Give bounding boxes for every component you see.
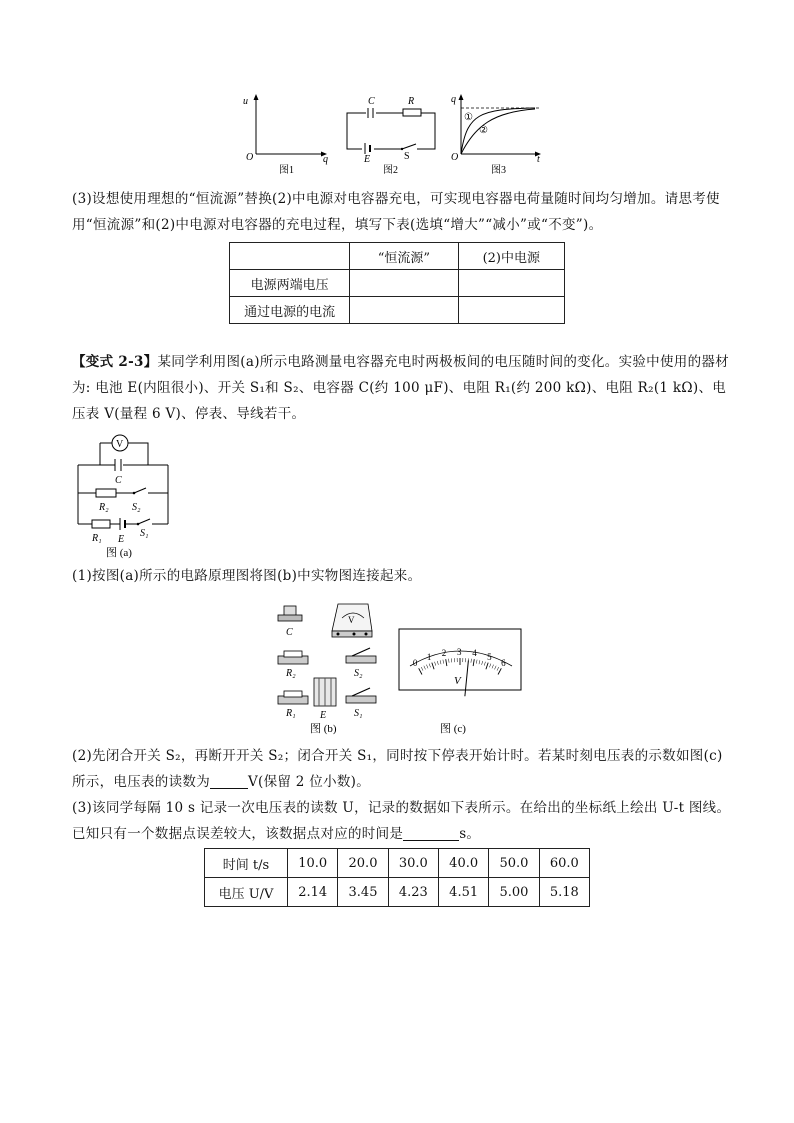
fig1-caption: 图1 bbox=[279, 165, 294, 176]
answer-cell[interactable] bbox=[458, 270, 564, 297]
answer-cell[interactable] bbox=[350, 297, 458, 324]
voltage-cell: 5.00 bbox=[489, 878, 539, 907]
fig1-origin: O bbox=[246, 152, 254, 163]
table-header: (2)中电源 bbox=[458, 243, 564, 270]
answer-cell[interactable] bbox=[458, 297, 564, 324]
fig-a-r2-label: R₂ bbox=[99, 502, 109, 513]
row-label: 通过电源的电流 bbox=[230, 297, 350, 324]
fig-b-caption: 图 (b) bbox=[310, 723, 337, 735]
fig2-e-label: E bbox=[364, 154, 371, 165]
time-cell: 60.0 bbox=[539, 849, 589, 878]
fig-c-caption: 图 (c) bbox=[440, 723, 466, 735]
dial-unit: V bbox=[454, 675, 461, 687]
fig-b-e-label: E bbox=[320, 710, 327, 721]
question-2-text bbox=[72, 743, 732, 795]
variant-body: 某同学利用图(a)所示电路测量电容器充电时两极板间的电压随时间的变化。实验中使用的器材为: 电池 E(内阻很小)、开关 S₁和 S₂、电容器 C(约 100 μF)、电阻 R₁(约 200 kΩ)、电阻 R₂(1 kΩ)、电压表 V(量程 6 V)、停表、导线若干。 bbox=[72, 354, 729, 422]
dial-tick-label: 6 bbox=[501, 658, 506, 669]
figure-2-circuit bbox=[347, 96, 435, 176]
question-1-text: (1)按图(a)所示的电路原理图将图(b)中实物图连接起来。 bbox=[72, 568, 422, 584]
fig3-curve-2: ② bbox=[479, 125, 488, 136]
answer-blank-voltage[interactable] bbox=[210, 772, 248, 789]
fig-a-s2-label: S₂ bbox=[132, 502, 141, 513]
table-row bbox=[205, 849, 590, 878]
fig-b-r1-label: R₁ bbox=[286, 708, 296, 719]
q2-text-part-b: V(保留 2 位小数)。 bbox=[248, 774, 371, 790]
fig-b-v-label: V bbox=[348, 615, 355, 625]
figure-1-axes bbox=[243, 94, 328, 176]
dial-tick-label: 1 bbox=[426, 651, 432, 662]
q2-text-part-a: (2)先闭合开关 S₂，再断开开关 S₂；闭合开关 S₁，同时按下停表开始计时。若某时刻电压表的示数如图(c)所示，电压表的读数为 bbox=[72, 748, 723, 790]
fig3-axis-t: t bbox=[537, 154, 540, 165]
voltmeter-label: V bbox=[116, 439, 124, 450]
fig2-c-label: C bbox=[368, 96, 375, 107]
resistor-r1-component bbox=[278, 691, 308, 704]
dial-tick-label: 2 bbox=[441, 648, 447, 659]
fig1-axis-q: q bbox=[323, 154, 328, 165]
fig-a-e-label: E bbox=[118, 534, 125, 545]
fig2-r-label: R bbox=[408, 96, 415, 107]
table-row bbox=[230, 270, 565, 297]
fig-b-s2-label: S₂ bbox=[354, 668, 363, 679]
dial-tick-label: 0 bbox=[412, 658, 418, 669]
voltage-cell: 3.45 bbox=[338, 878, 388, 907]
fig2-s-label: S bbox=[404, 151, 410, 162]
question-3-text: (3)设想使用理想的“恒流源”替换(2)中电源对电容器充电，可实现电容器电荷量随时间均匀增加。请思考使用“恒流源”和(2)中电源对电容器的充电过程，填写下表(选填“增大”“减小”或“不变”)。 bbox=[72, 191, 720, 233]
fig3-axis-q: q bbox=[451, 94, 456, 105]
battery-component bbox=[314, 678, 336, 706]
voltage-time-table bbox=[204, 848, 590, 907]
question-3b-text bbox=[72, 795, 732, 847]
time-cell: 10.0 bbox=[288, 849, 338, 878]
voltage-cell: 4.51 bbox=[438, 878, 488, 907]
answer-cell[interactable] bbox=[350, 270, 458, 297]
fig-a-s1-label: S₁ bbox=[140, 528, 149, 539]
fig-b-s1-label: S₁ bbox=[354, 708, 363, 719]
answer-blank-time[interactable] bbox=[403, 824, 459, 841]
figure-a-circuit bbox=[70, 430, 180, 560]
fig1-axis-u: u bbox=[243, 96, 248, 107]
figure-c-voltmeter-dial bbox=[398, 628, 524, 738]
fig-a-c-label: C bbox=[115, 475, 122, 486]
figure-3-graph bbox=[451, 94, 541, 176]
time-cell: 30.0 bbox=[388, 849, 438, 878]
table-row bbox=[230, 243, 565, 270]
table-header: “恒流源” bbox=[350, 243, 458, 270]
fig-a-r1-label: R₁ bbox=[92, 533, 102, 544]
dial-tick-label: 3 bbox=[457, 647, 462, 657]
row-label-voltage: 电压 U/V bbox=[205, 878, 288, 907]
switch-s1-component bbox=[346, 688, 376, 703]
fig-a-caption: 图 (a) bbox=[106, 547, 132, 559]
time-cell: 20.0 bbox=[338, 849, 388, 878]
fig-b-c-label: C bbox=[286, 627, 293, 638]
fig-b-r2-label: R₂ bbox=[286, 668, 296, 679]
dial-tick-label: 4 bbox=[472, 648, 477, 659]
q3b-text-part-a: (3)该同学每隔 10 s 记录一次电压表的读数 U，记录的数据如下表所示。在给出的坐标纸上绘出 U-t 图线。已知只有一个数据点误差较大，该数据点对应的时间是 bbox=[72, 800, 731, 842]
switch-s2-component bbox=[346, 648, 376, 663]
resistor-r2-component bbox=[278, 651, 308, 664]
charging-table bbox=[229, 242, 565, 324]
dial-tick-label: 5 bbox=[487, 651, 492, 662]
row-label-time: 时间 t/s bbox=[205, 849, 288, 878]
time-cell: 40.0 bbox=[438, 849, 488, 878]
row-label: 电源两端电压 bbox=[230, 270, 350, 297]
table-row bbox=[230, 297, 565, 324]
fig3-curve-1: ① bbox=[464, 112, 473, 123]
capacitor-component bbox=[278, 606, 302, 621]
top-figures bbox=[235, 88, 555, 176]
variant-2-3-text bbox=[72, 349, 732, 427]
figure-b-components bbox=[268, 596, 388, 736]
time-cell: 50.0 bbox=[489, 849, 539, 878]
variant-tag: 【变式 2-3】 bbox=[72, 354, 158, 370]
voltage-cell: 5.18 bbox=[539, 878, 589, 907]
fig3-caption: 图3 bbox=[491, 165, 506, 176]
fig3-origin: O bbox=[451, 152, 459, 163]
voltage-cell: 2.14 bbox=[288, 878, 338, 907]
table-cell bbox=[230, 243, 350, 270]
fig2-caption: 图2 bbox=[383, 165, 398, 176]
table-row bbox=[205, 878, 590, 907]
voltage-cell: 4.23 bbox=[388, 878, 438, 907]
q3b-text-part-b: s。 bbox=[459, 826, 481, 842]
